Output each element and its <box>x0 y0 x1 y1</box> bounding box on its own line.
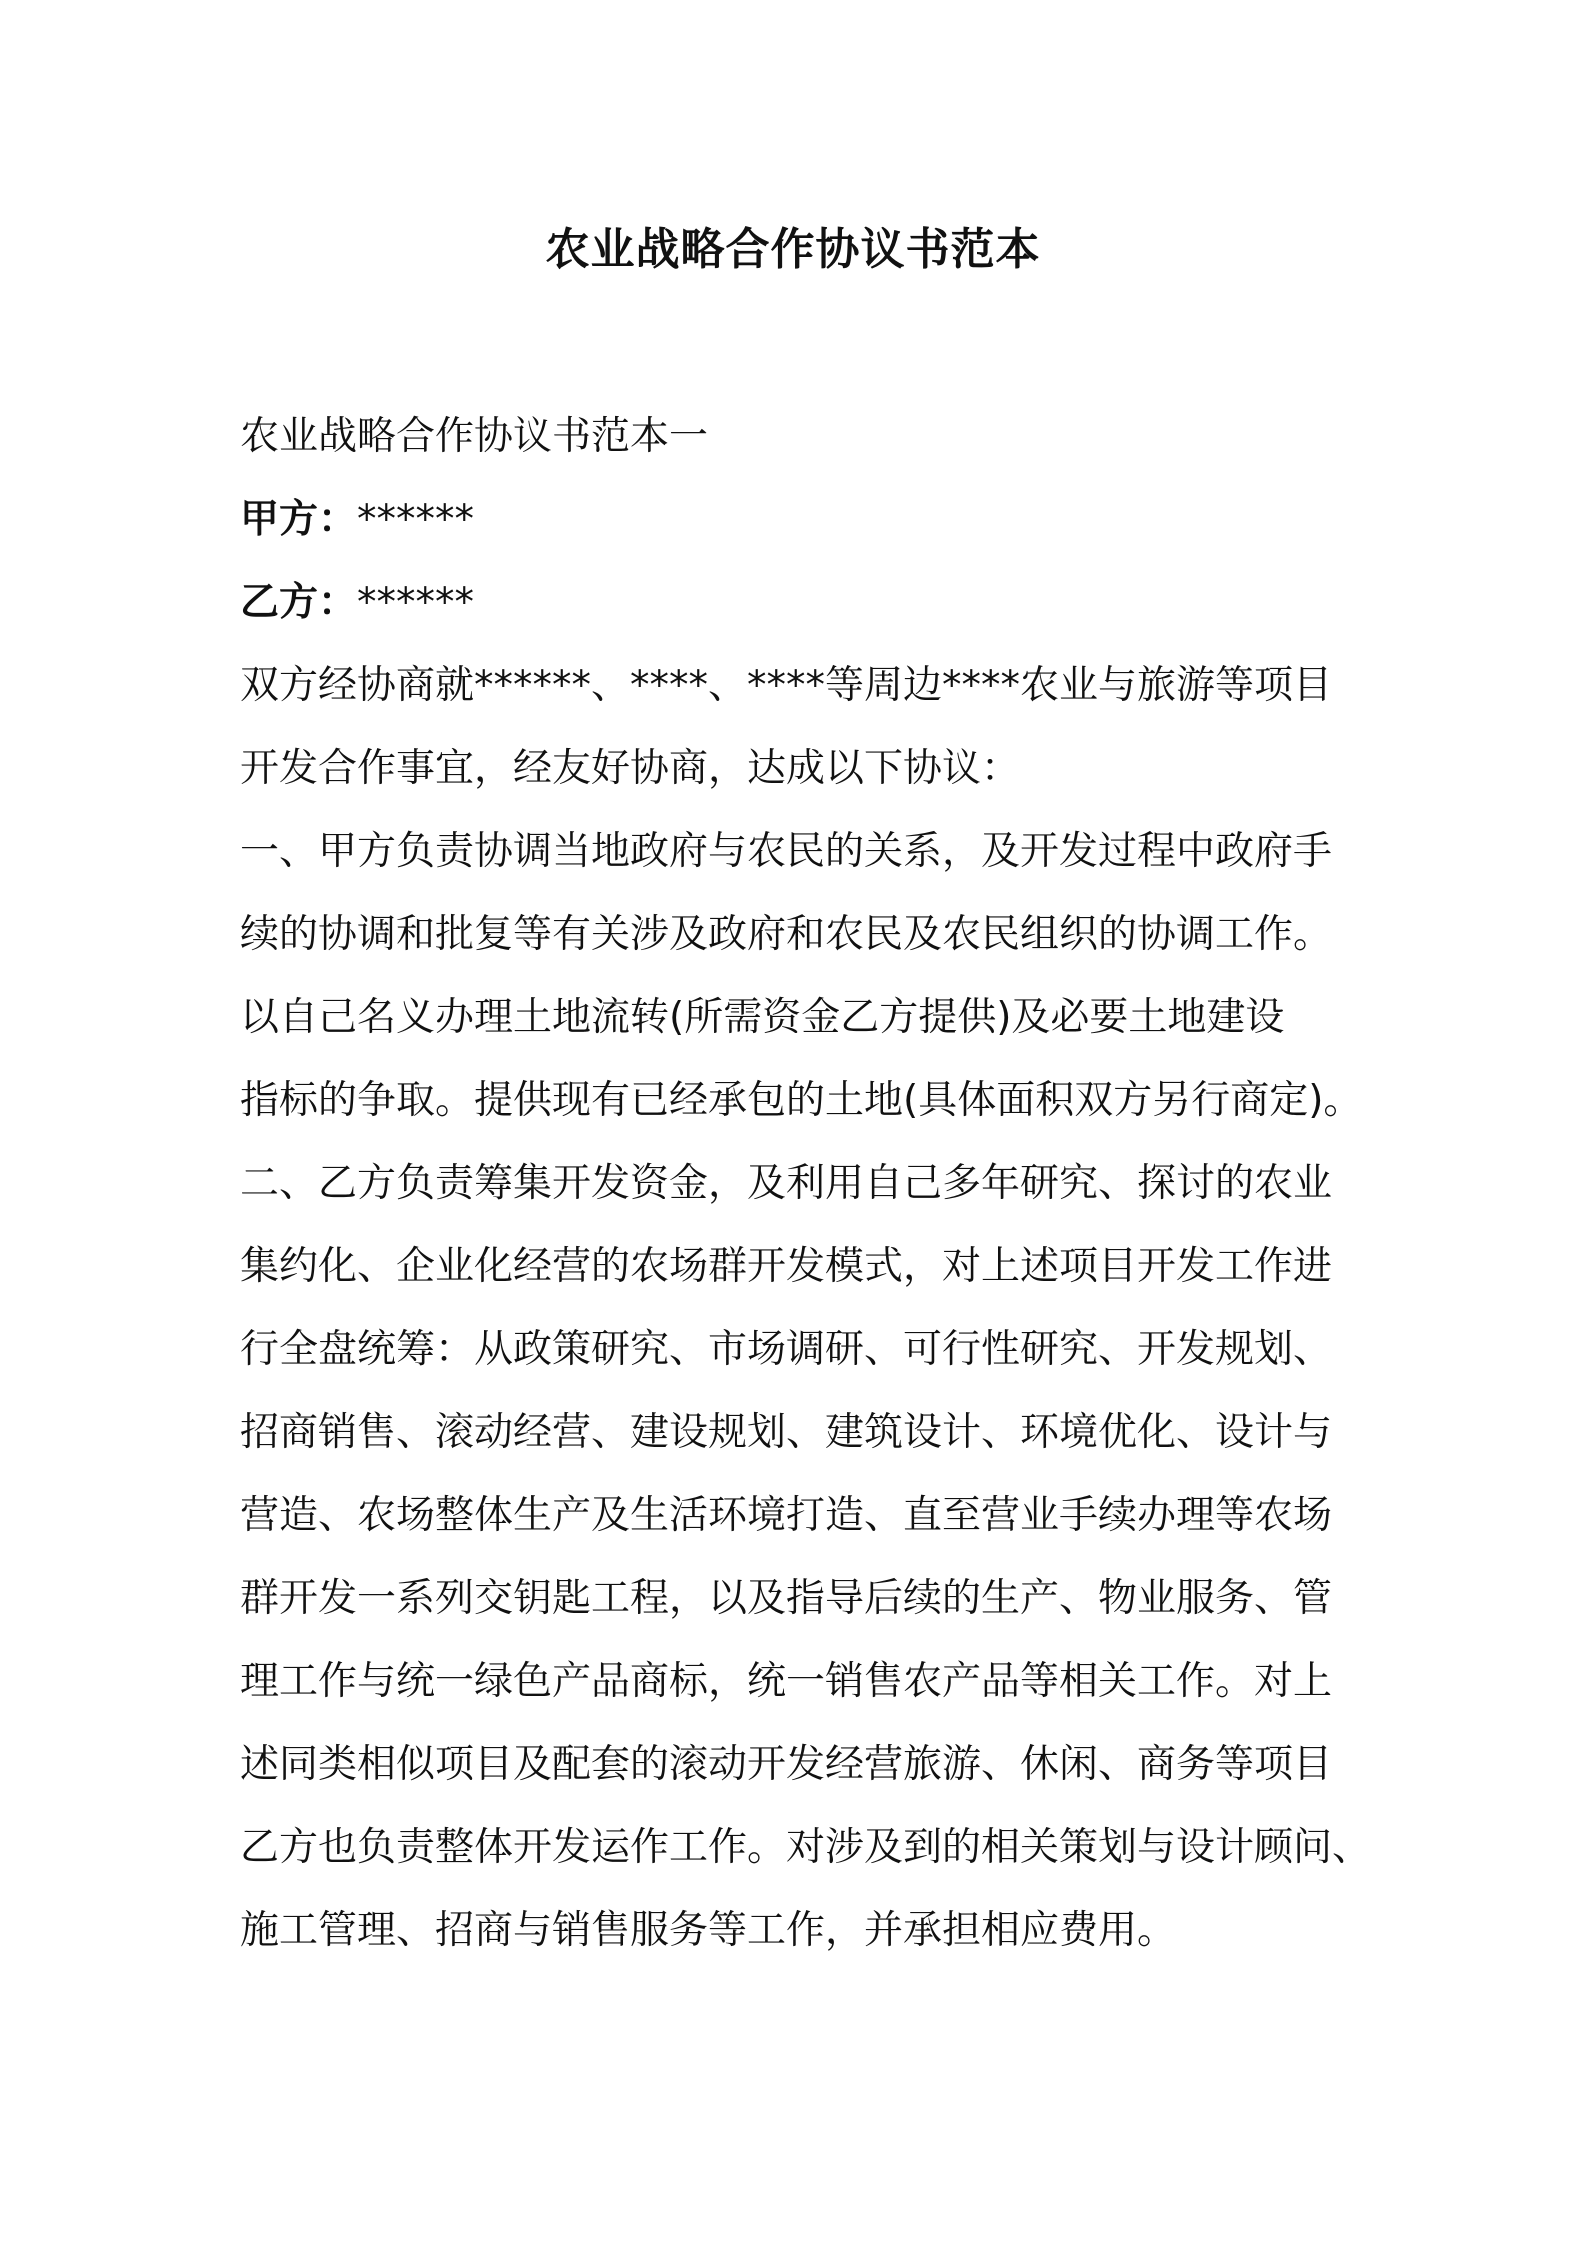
clause-2-line: 招商销售、滚动经营、建设规划、建筑设计、环境优化、设计与 <box>240 1410 1333 1455</box>
clause-2-line: 行全盘统筹：从政策研究、市场调研、可行性研究、开发规划、 <box>240 1327 1333 1372</box>
clause-2-line: 述同类相似项目及配套的滚动开发经营旅游、休闲、商务等项目 <box>240 1742 1333 1787</box>
party-b-value: ****** <box>357 580 475 625</box>
clause-2-line: 理工作与统一绿色产品商标，统一销售农产品等相关工作。对上 <box>240 1659 1333 1704</box>
clause-2-line: 乙方也负责整体开发运作工作。对涉及到的相关策划与设计顾问、 <box>240 1825 1372 1870</box>
clause-2-line: 施工管理、招商与销售服务等工作，并承担相应费用。 <box>240 1908 1177 1953</box>
clause-2-line: 群开发一系列交钥匙工程，以及指导后续的生产、物业服务、管 <box>240 1576 1333 1621</box>
party-b-label: 乙方： <box>240 580 358 625</box>
clause-1-line: 续的协调和批复等有关涉及政府和农民及农民组织的协调工作。 <box>240 912 1333 957</box>
intro-line: 开发合作事宜，经友好协商，达成以下协议： <box>240 746 1021 791</box>
document-title: 农业战略合作协议书范本 <box>545 224 1041 275</box>
clause-1-line: 指标的争取。提供现有已经承包的土地(具体面积双方另行商定)。 <box>240 1078 1363 1123</box>
party-b-line <box>240 561 1370 644</box>
clause-1-line: 以自己名义办理土地流转(所需资金乙方提供)及必要土地建设 <box>240 995 1285 1040</box>
clause-2-line: 营造、农场整体生产及生活环境打造、直至营业手续办理等农场 <box>240 1493 1333 1538</box>
party-a-line <box>240 478 1370 561</box>
party-a-label: 甲方： <box>240 497 358 542</box>
document-subtitle: 农业战略合作协议书范本一 <box>240 414 709 459</box>
clause-2-line: 二、乙方负责筹集开发资金，及利用自己多年研究、探讨的农业 <box>240 1161 1333 1206</box>
clause-2-line: 集约化、企业化经营的农场群开发模式，对上述项目开发工作进 <box>240 1244 1333 1289</box>
party-a-value: ****** <box>357 497 475 542</box>
intro-line: 双方经协商就******、****、****等周边****农业与旅游等项目 <box>240 663 1333 708</box>
clause-1-line: 一、甲方负责协调当地政府与农民的关系，及开发过程中政府手 <box>240 829 1333 874</box>
document-body <box>240 395 1370 1972</box>
